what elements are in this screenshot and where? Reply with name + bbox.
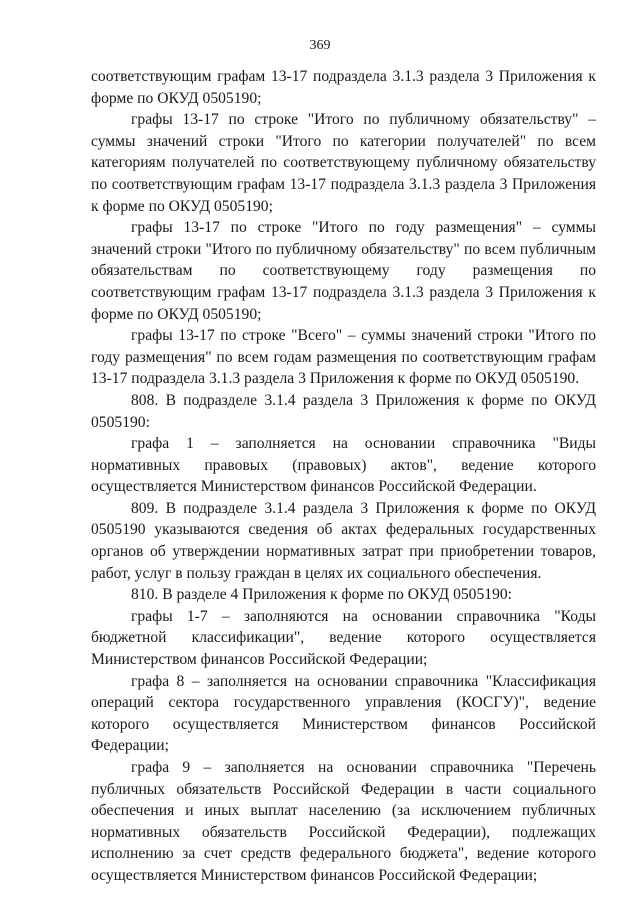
paragraph: 808. В подразделе 3.1.4 раздела 3 Приложения к форме по ОКУД 0505190: xyxy=(91,391,596,431)
paragraph: графа 8 – заполняется на основании справочника "Классификация операций сектора государственного управления (КОСГУ)", ведение которого осуществляется Министерством финансов Российской Федерации; xyxy=(91,672,596,755)
paragraph: графы 13-17 по строке "Итого по публичному обязательству" – суммы значений строки "Итого по категории получателей" по всем категориям получателей по соответствующему публичному обязательству по соответствующим графам 13-17 подраздела 3.1.3 раздела 3 Приложения к форме по ОКУД 0505190; xyxy=(91,111,596,215)
document-body xyxy=(91,66,596,887)
paragraph: графы 13-17 по строке "Итого по году размещения" – суммы значений строки "Итого по публичному обязательству" по всем публичным обязательствам по соответствующему году размещения по соответствующим графам 13-17 подраздела 3.1.3 раздела 3 Приложения к форме по ОКУД 0505190; xyxy=(91,219,596,323)
paragraph: графы 1-7 – заполняются на основании справочника "Коды бюджетной классификации", ведение которого осуществляется Министерством финансов Российской Федерации; xyxy=(91,607,596,669)
paragraph: графа 9 – заполняется на основании справочника "Перечень публичных обязательств Российской Федерации в части социального обеспечения и иных выплат населению (за исключением публичных нормативных обязательств Российской Федерации), подлежащих исполнению за счет средств федерального бюджета", ведение которого осуществляется Министерством финансов Российской Федерации; xyxy=(91,759,596,884)
paragraph: 810. В разделе 4 Приложения к форме по ОКУД 0505190: xyxy=(131,586,513,604)
paragraph: соответствующим графам 13-17 подраздела 3.1.3 раздела 3 Приложения к форме по ОКУД 0505190; xyxy=(91,68,596,107)
paragraph: графа 1 – заполняется на основании справочника "Виды нормативных правовых (правовых) актов", ведение которого осуществляется Министерством финансов Российской Федерации. xyxy=(91,435,596,496)
paragraph: графы 13-17 по строке "Всего" – суммы значений строки "Итого по году размещения" по всем годам размещения по соответствующим графам 13-17 подраздела 3.1.3 раздела 3 Приложения к форме по ОКУД 0505190. xyxy=(91,327,596,388)
paragraph: 809. В подразделе 3.1.4 раздела 3 Приложения к форме по ОКУД 0505190 указываются сведения об актах федеральных государственных органов об утверждении нормативных затрат при приобретении товаров, работ, услуг в пользу граждан в целях их социального обеспечения. xyxy=(91,499,596,582)
page-number: 369 xyxy=(309,38,331,53)
